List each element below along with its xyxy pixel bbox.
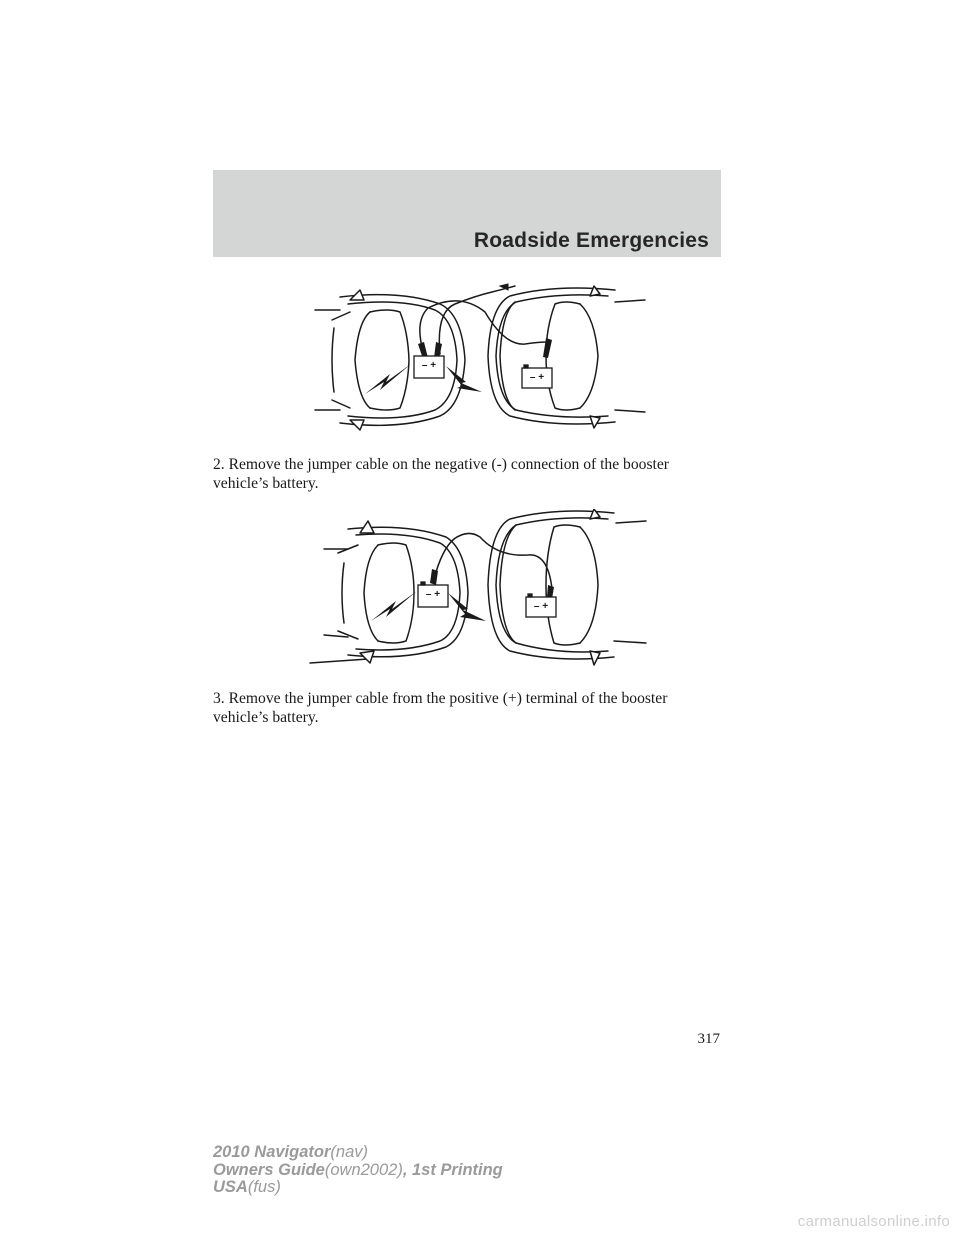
booster-vehicle-outline [488,509,646,665]
instruction-step-3: 3. Remove the jumper cable from the positive (+) terminal of the booster vehicle’s battery. [213,690,668,726]
lightning-bolt-icon [365,364,411,394]
battery-terminal-label: – + [425,589,441,600]
footer-line-2: Owners Guide(own2002), 1st Printing [213,1160,503,1179]
instruction-step-2: 2. Remove the jumper cable on the negative (-) connection of the booster vehicle’s battery. [213,456,669,492]
footer-line-1: 2010 Navigator(nav) [213,1143,368,1161]
section-header-band [213,170,721,257]
footer-line-3: USA(fus) [213,1178,281,1196]
battery-terminal-label: – + [529,372,545,383]
jumper-cable-diagram-2 [308,509,648,671]
jumper-cable-diagram-1 [310,282,650,440]
section-title: Roadside Emergencies [473,229,709,252]
document-footer [213,1144,503,1197]
watermark: carmanualsonline.info [797,1213,950,1230]
clamp-icon [543,338,552,358]
battery-terminal-label: – + [421,360,437,371]
battery-terminal-label: – + [533,601,549,612]
clamp-icon [430,569,438,585]
booster-vehicle-outline [488,286,645,428]
jumper-cable [434,533,552,589]
jumper-cable-positive [439,286,515,354]
page-number: 317 [697,1031,720,1047]
lightning-bolt-icon [371,591,417,621]
